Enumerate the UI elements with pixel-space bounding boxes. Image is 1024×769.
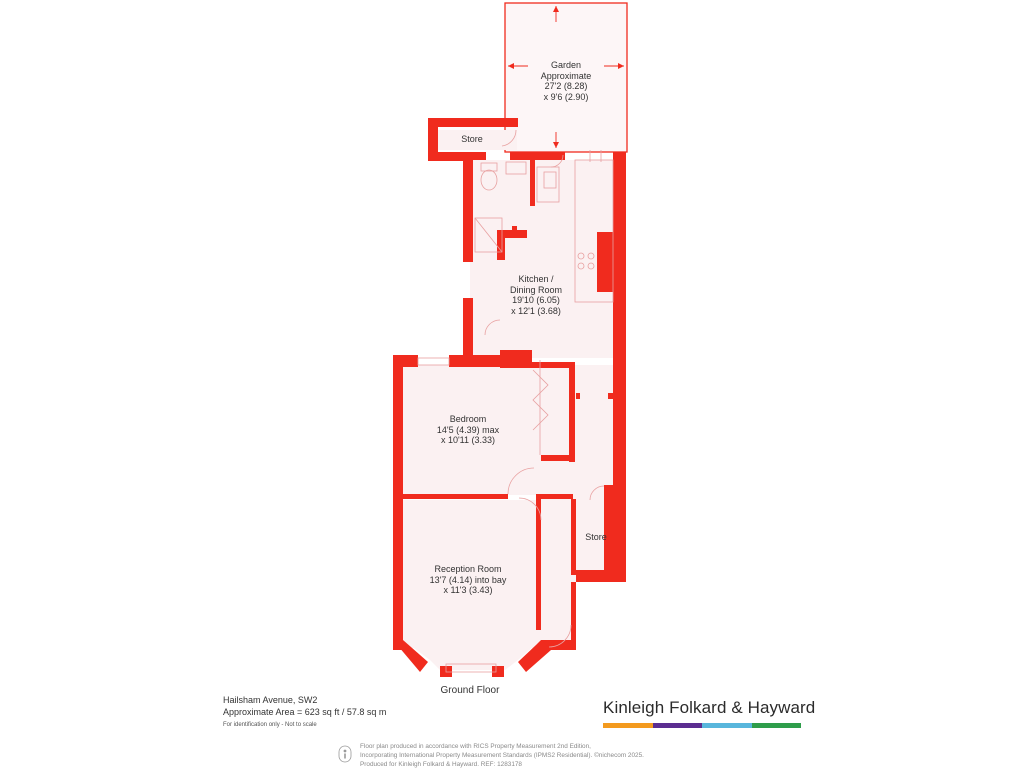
garden-approx: Approximate (540, 70, 592, 81)
floor-label: Ground Floor (440, 685, 500, 696)
reception-width: x 11'3 (3.43) (443, 585, 493, 595)
brand-bar-green (752, 723, 802, 728)
address-area: Approximate Area = 623 sq ft / 57.8 sq m (223, 706, 387, 717)
garden-length: 27'2 (8.28) (544, 81, 588, 91)
reception-label (418, 564, 518, 596)
bedroom-name: Bedroom (449, 414, 487, 424)
reception-name: Reception Room (434, 564, 502, 574)
bedroom-label (418, 414, 518, 446)
garden-width: x 9'6 (2.90) (543, 91, 589, 102)
address-disclaimer: For identification only - Not to scale (223, 722, 317, 728)
garden-name: Garden (550, 60, 582, 70)
reception-length: 13'7 (4.14) into bay (429, 574, 507, 585)
kitchen-width: x 12'1 (3.68) (511, 305, 561, 316)
address-block (223, 695, 386, 732)
kitchen-label (486, 274, 586, 316)
brand-name: Kinleigh Folkard & Hayward (603, 698, 816, 717)
footer-line-3: Produced for Kinleigh Folkard & Hayward. REF: 1283178 (360, 760, 522, 768)
garden-label (516, 60, 616, 102)
store-top-label: Store (461, 134, 483, 144)
footer-line-1: Floor plan produced in accordance with RICS Property Measurement 2nd Edition, (360, 743, 591, 750)
kitchen-name-2: Dining Room (509, 284, 563, 295)
kitchen-name: Kitchen / (518, 274, 554, 284)
brand-bar-orange (603, 723, 653, 728)
store-side-label: Store (585, 532, 607, 542)
kitchen-length: 19'10 (6.05) (512, 295, 560, 305)
footer-notes (360, 743, 644, 769)
bedroom-length: 14'5 (4.39) max (436, 424, 500, 435)
brand-bar-blue (702, 723, 752, 728)
bedroom-width: x 10'11 (3.33) (440, 435, 496, 445)
brand-color-bar (603, 723, 801, 728)
ipms-badge-icon (338, 745, 352, 763)
footer-line-2: Incorporating International Property Measurement Standards (IPMS2 Residential). ©nichecom 2025. (360, 751, 644, 759)
address-street: Hailsham Avenue, SW2 (223, 695, 318, 705)
brand-bar-purple (653, 723, 703, 728)
